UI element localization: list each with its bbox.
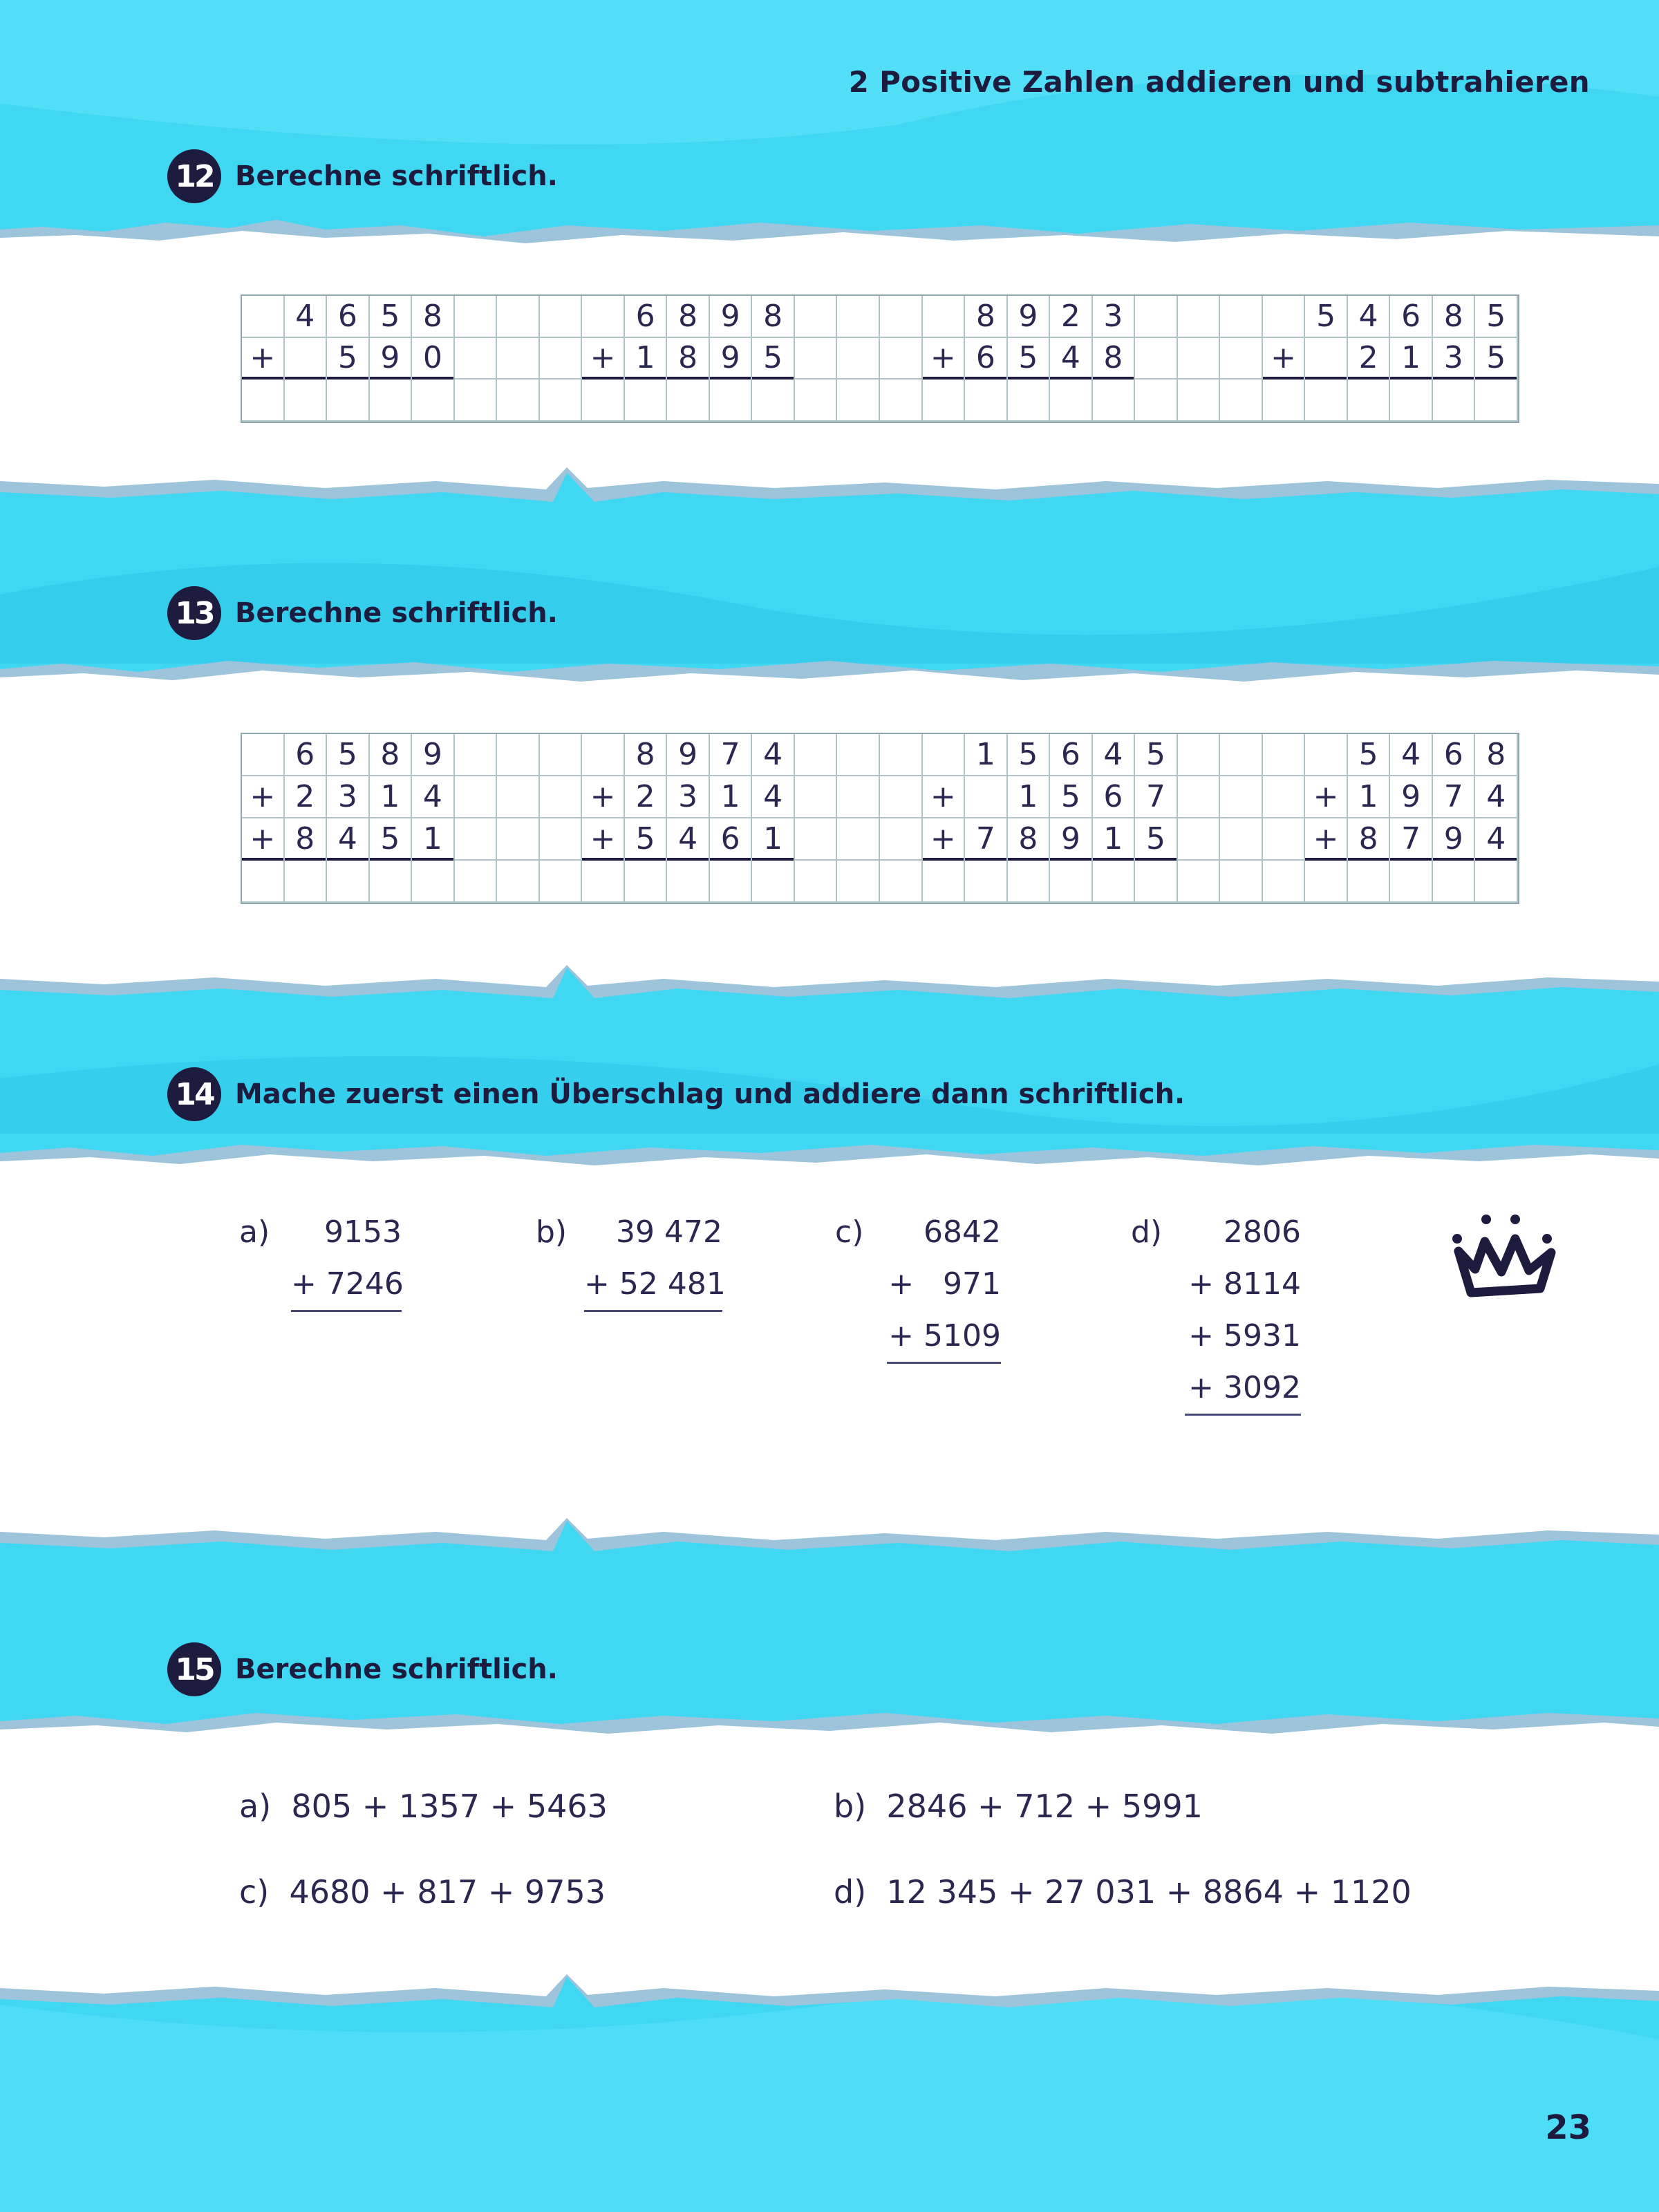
grid-cell: 1 [1008,776,1051,818]
grid-cell: 1 [412,818,455,861]
grid-cell [1093,861,1136,903]
grid-cell [923,296,966,338]
grid-cell: 1 [625,338,668,380]
task-number-badge: 12 [167,149,221,203]
grid-cell [242,379,285,422]
grid-cell [455,776,498,818]
grid-cell [1050,379,1093,422]
grid-cell [880,818,923,861]
grid-cell [1433,861,1476,903]
grid-cell [837,776,880,818]
grid-cell [880,861,923,903]
grid-cell [1135,296,1178,338]
grid-cell: 5 [1050,776,1093,818]
grid-cell: 7 [1390,818,1433,861]
grid-cell: 3 [327,776,370,818]
grid-cell: 4 [412,776,455,818]
grid-cell [1305,379,1348,422]
grid-cell [1135,379,1178,422]
grid-cell [923,861,966,903]
grid-cell [1348,379,1391,422]
grid-cell [540,818,583,861]
grid-cell: 2 [625,776,668,818]
summand-row: + 5109 [887,1310,1001,1364]
grid-cell [540,338,583,380]
task-number-badge: 15 [167,1642,221,1696]
grid-cell: 4 [1390,734,1433,776]
grid-cell [752,379,795,422]
grid-cell: 9 [710,296,753,338]
grid-cell: 1 [710,776,753,818]
grid-cell [837,379,880,422]
grid-cell [497,776,540,818]
problem-label: d) [1131,1215,1163,1250]
task-instruction: Berechne schriftlich. [235,1653,558,1685]
task-14-problem-d [1131,1206,1318,1427]
grid-cell [412,379,455,422]
grid-cell [837,338,880,380]
grid-cell: 4 [1093,734,1136,776]
grid-cell: 5 [1475,296,1518,338]
grid-cell [1475,379,1518,422]
grid-cell: + [582,818,625,861]
problem-label: a) [239,1215,270,1250]
grid-cell: 6 [625,296,668,338]
grid-cell: + [582,776,625,818]
grid-cell [795,734,838,776]
grid-cell [285,338,328,380]
grid-cell [880,734,923,776]
chapter-header: 2 Positive Zahlen addieren und subtrahieren [848,65,1590,99]
grid-cell [1220,296,1263,338]
grid-cell [795,379,838,422]
grid-cell [1220,379,1263,422]
grid-cell [582,861,625,903]
task-14-problem-b [536,1206,729,1302]
grid-cell [710,861,753,903]
grid-cell [455,379,498,422]
summand-row: + 971 [888,1266,1001,1302]
grid-cell: + [923,818,966,861]
grid-cell [752,861,795,903]
grid-cell: 8 [667,296,710,338]
grid-cell [327,861,370,903]
grid-cell: 5 [1475,338,1518,380]
grid-cell: 6 [327,296,370,338]
grid-cell [540,776,583,818]
task-instruction: Berechne schriftlich. [235,160,558,192]
grid-cell: 4 [285,296,328,338]
summand-row: + 52 481 [584,1258,722,1312]
grid-cell [1093,379,1136,422]
grid-cell [1178,296,1221,338]
grid-cell [880,338,923,380]
grid-cell: 9 [1008,296,1051,338]
grid-cell [1305,734,1348,776]
grid-cell [795,776,838,818]
grid-cell [965,379,1008,422]
grid-cell [667,379,710,422]
grid-cell: 8 [752,296,795,338]
grid-cell [1263,861,1306,903]
grid-cell [837,818,880,861]
grid-cell [1008,861,1051,903]
grid-cell [242,861,285,903]
grid-cell: 9 [1390,776,1433,818]
grid-cell [795,338,838,380]
grid-cell: + [1305,776,1348,818]
grid-cell: + [1305,818,1348,861]
grid-cell: 5 [752,338,795,380]
grid-cell [837,296,880,338]
grid-cell [1263,296,1306,338]
grid-cell: 5 [1008,338,1051,380]
grid-cell [965,776,1008,818]
task-15-problem-c: c) 4680 + 817 + 9753 [239,1873,606,1911]
grid-cell: 5 [1348,734,1391,776]
grid-cell [497,734,540,776]
grid-cell: 7 [1135,776,1178,818]
grid-cell: 6 [1433,734,1476,776]
grid-cell [497,338,540,380]
grid-cell [1263,818,1306,861]
grid-cell [1475,861,1518,903]
grid-cell: 8 [1008,818,1051,861]
task-14-title [167,1067,1185,1121]
grid-cell [837,734,880,776]
grid-cell: 8 [285,818,328,861]
grid-cell: 8 [667,338,710,380]
grid-cell: 1 [965,734,1008,776]
grid-cell: 4 [327,818,370,861]
grid-cell: 6 [285,734,328,776]
grid-cell: 7 [710,734,753,776]
grid-cell: 9 [667,734,710,776]
grid-cell: 1 [1348,776,1391,818]
summand-row: + 7246 [291,1258,402,1312]
grid-cell [965,861,1008,903]
task-instruction: Mache zuerst einen Überschlag und addiere dann schriftlich. [235,1078,1185,1110]
grid-cell [455,734,498,776]
grid-cell [327,379,370,422]
grid-cell [242,734,285,776]
task-number-badge: 13 [167,586,221,640]
task-12-title [167,149,558,203]
grid-cell: 3 [1093,296,1136,338]
grid-cell: 1 [1390,338,1433,380]
grid-cell: 5 [1305,296,1348,338]
grid-cell: + [923,338,966,380]
grid-cell: 9 [412,734,455,776]
grid-cell [1220,734,1263,776]
grid-cell: 4 [667,818,710,861]
grid-cell: 5 [1135,818,1178,861]
task-13-title [167,586,558,640]
task-15-title [167,1642,558,1696]
grid-cell [1008,379,1051,422]
grid-cell [370,861,413,903]
grid-cell [582,296,625,338]
summand-row: 6842 [924,1215,1001,1250]
grid-cell [923,734,966,776]
grid-cell [1348,861,1391,903]
grid-cell [1263,734,1306,776]
grid-cell [540,296,583,338]
page-number: 23 [1545,2108,1591,2147]
grid-cell [625,379,668,422]
grid-cell [540,861,583,903]
grid-cell [880,296,923,338]
grid-cell: 8 [625,734,668,776]
grid-cell [1135,338,1178,380]
grid-cell: 6 [710,818,753,861]
grid-cell: + [242,338,285,380]
grid-cell [880,776,923,818]
grid-cell: 6 [1050,734,1093,776]
grid-cell: 1 [752,818,795,861]
grid-cell: 6 [1093,776,1136,818]
grid-cell: 7 [965,818,1008,861]
grid-cell: + [242,776,285,818]
grid-cell: 9 [370,338,413,380]
grid-cell: 8 [1093,338,1136,380]
grid-cell [540,379,583,422]
grid-cell [540,734,583,776]
grid-cell: 9 [1433,818,1476,861]
grid-cell: 8 [412,296,455,338]
grid-cell [412,861,455,903]
grid-cell [1178,861,1221,903]
grid-cell: 6 [965,338,1008,380]
grid-cell [710,379,753,422]
grid-cell: + [1263,338,1306,380]
grid-cell [1433,379,1476,422]
task-15-problem-d: d) 12 345 + 27 031 + 8864 + 1120 [834,1873,1412,1911]
grid-cell: 8 [1348,818,1391,861]
grid-cell [242,296,285,338]
task-12-grid [241,294,1519,423]
grid-cell [497,296,540,338]
grid-cell [667,861,710,903]
grid-cell [1220,338,1263,380]
grid-cell: 9 [1050,818,1093,861]
task-instruction: Berechne schriftlich. [235,597,558,629]
task-13-grid [241,733,1519,904]
summand-row: + 8114 [1188,1266,1301,1302]
grid-cell: 5 [327,338,370,380]
grid-cell [923,379,966,422]
grid-cell: 7 [1433,776,1476,818]
grid-cell [1220,818,1263,861]
grid-cell: 4 [1348,296,1391,338]
grid-cell [1390,861,1433,903]
grid-cell [1135,861,1178,903]
grid-cell: 4 [1050,338,1093,380]
grid-cell: 1 [370,776,413,818]
summand-row: 9153 [324,1215,402,1250]
grid-cell: 4 [1475,818,1518,861]
grid-cell [1178,379,1221,422]
grid-cell: + [923,776,966,818]
problem-label: c) [835,1215,864,1250]
grid-cell [1178,776,1221,818]
grid-cell [455,296,498,338]
task-14-problem-c [835,1206,1015,1372]
grid-cell [370,379,413,422]
grid-cell: 4 [1475,776,1518,818]
grid-cell: 2 [285,776,328,818]
crown-icon [1443,1211,1568,1308]
task-14-problem-a [239,1206,405,1302]
grid-cell [795,861,838,903]
grid-cell [582,379,625,422]
grid-cell [1178,734,1221,776]
grid-cell: 8 [370,734,413,776]
grid-cell [455,338,498,380]
grid-cell: 3 [667,776,710,818]
task-number-badge: 14 [167,1067,221,1121]
grid-cell: 5 [370,296,413,338]
task-15-problem-a: a) 805 + 1357 + 5463 [239,1788,608,1825]
grid-cell: 5 [370,818,413,861]
grid-cell [497,818,540,861]
grid-cell: 2 [1348,338,1391,380]
grid-cell [1050,861,1093,903]
grid-cell: 4 [752,776,795,818]
grid-cell: 9 [710,338,753,380]
grid-cell: 2 [1050,296,1093,338]
grid-cell: 5 [625,818,668,861]
grid-cell: 8 [1433,296,1476,338]
grid-cell: 0 [412,338,455,380]
summand-row: + 5931 [1188,1318,1301,1353]
grid-cell [795,296,838,338]
grid-cell [1220,776,1263,818]
grid-cell: 3 [1433,338,1476,380]
summand-row: 2806 [1224,1215,1301,1250]
grid-cell: 5 [327,734,370,776]
grid-cell [1390,379,1433,422]
summand-row: + 3092 [1185,1362,1301,1416]
grid-cell [497,861,540,903]
grid-cell [1178,338,1221,380]
grid-cell [1220,861,1263,903]
grid-cell [455,861,498,903]
summand-row: 39 472 [616,1215,722,1250]
grid-cell: 8 [1475,734,1518,776]
grid-cell [285,861,328,903]
grid-cell [1263,776,1306,818]
grid-cell: 6 [1390,296,1433,338]
grid-cell: 8 [965,296,1008,338]
task-15-problem-b: b) 2846 + 712 + 5991 [834,1788,1203,1825]
grid-cell: 5 [1008,734,1051,776]
grid-cell: 1 [1093,818,1136,861]
grid-cell [1305,861,1348,903]
grid-cell [1305,338,1348,380]
grid-cell [285,379,328,422]
grid-cell [455,818,498,861]
grid-cell: 5 [1135,734,1178,776]
grid-cell [497,379,540,422]
grid-cell: 4 [752,734,795,776]
grid-cell [1178,818,1221,861]
grid-cell [837,861,880,903]
grid-cell [795,818,838,861]
grid-cell [880,379,923,422]
grid-cell: + [242,818,285,861]
grid-cell [1263,379,1306,422]
problem-label: b) [536,1215,568,1250]
grid-cell [625,861,668,903]
grid-cell [582,734,625,776]
grid-cell: + [582,338,625,380]
